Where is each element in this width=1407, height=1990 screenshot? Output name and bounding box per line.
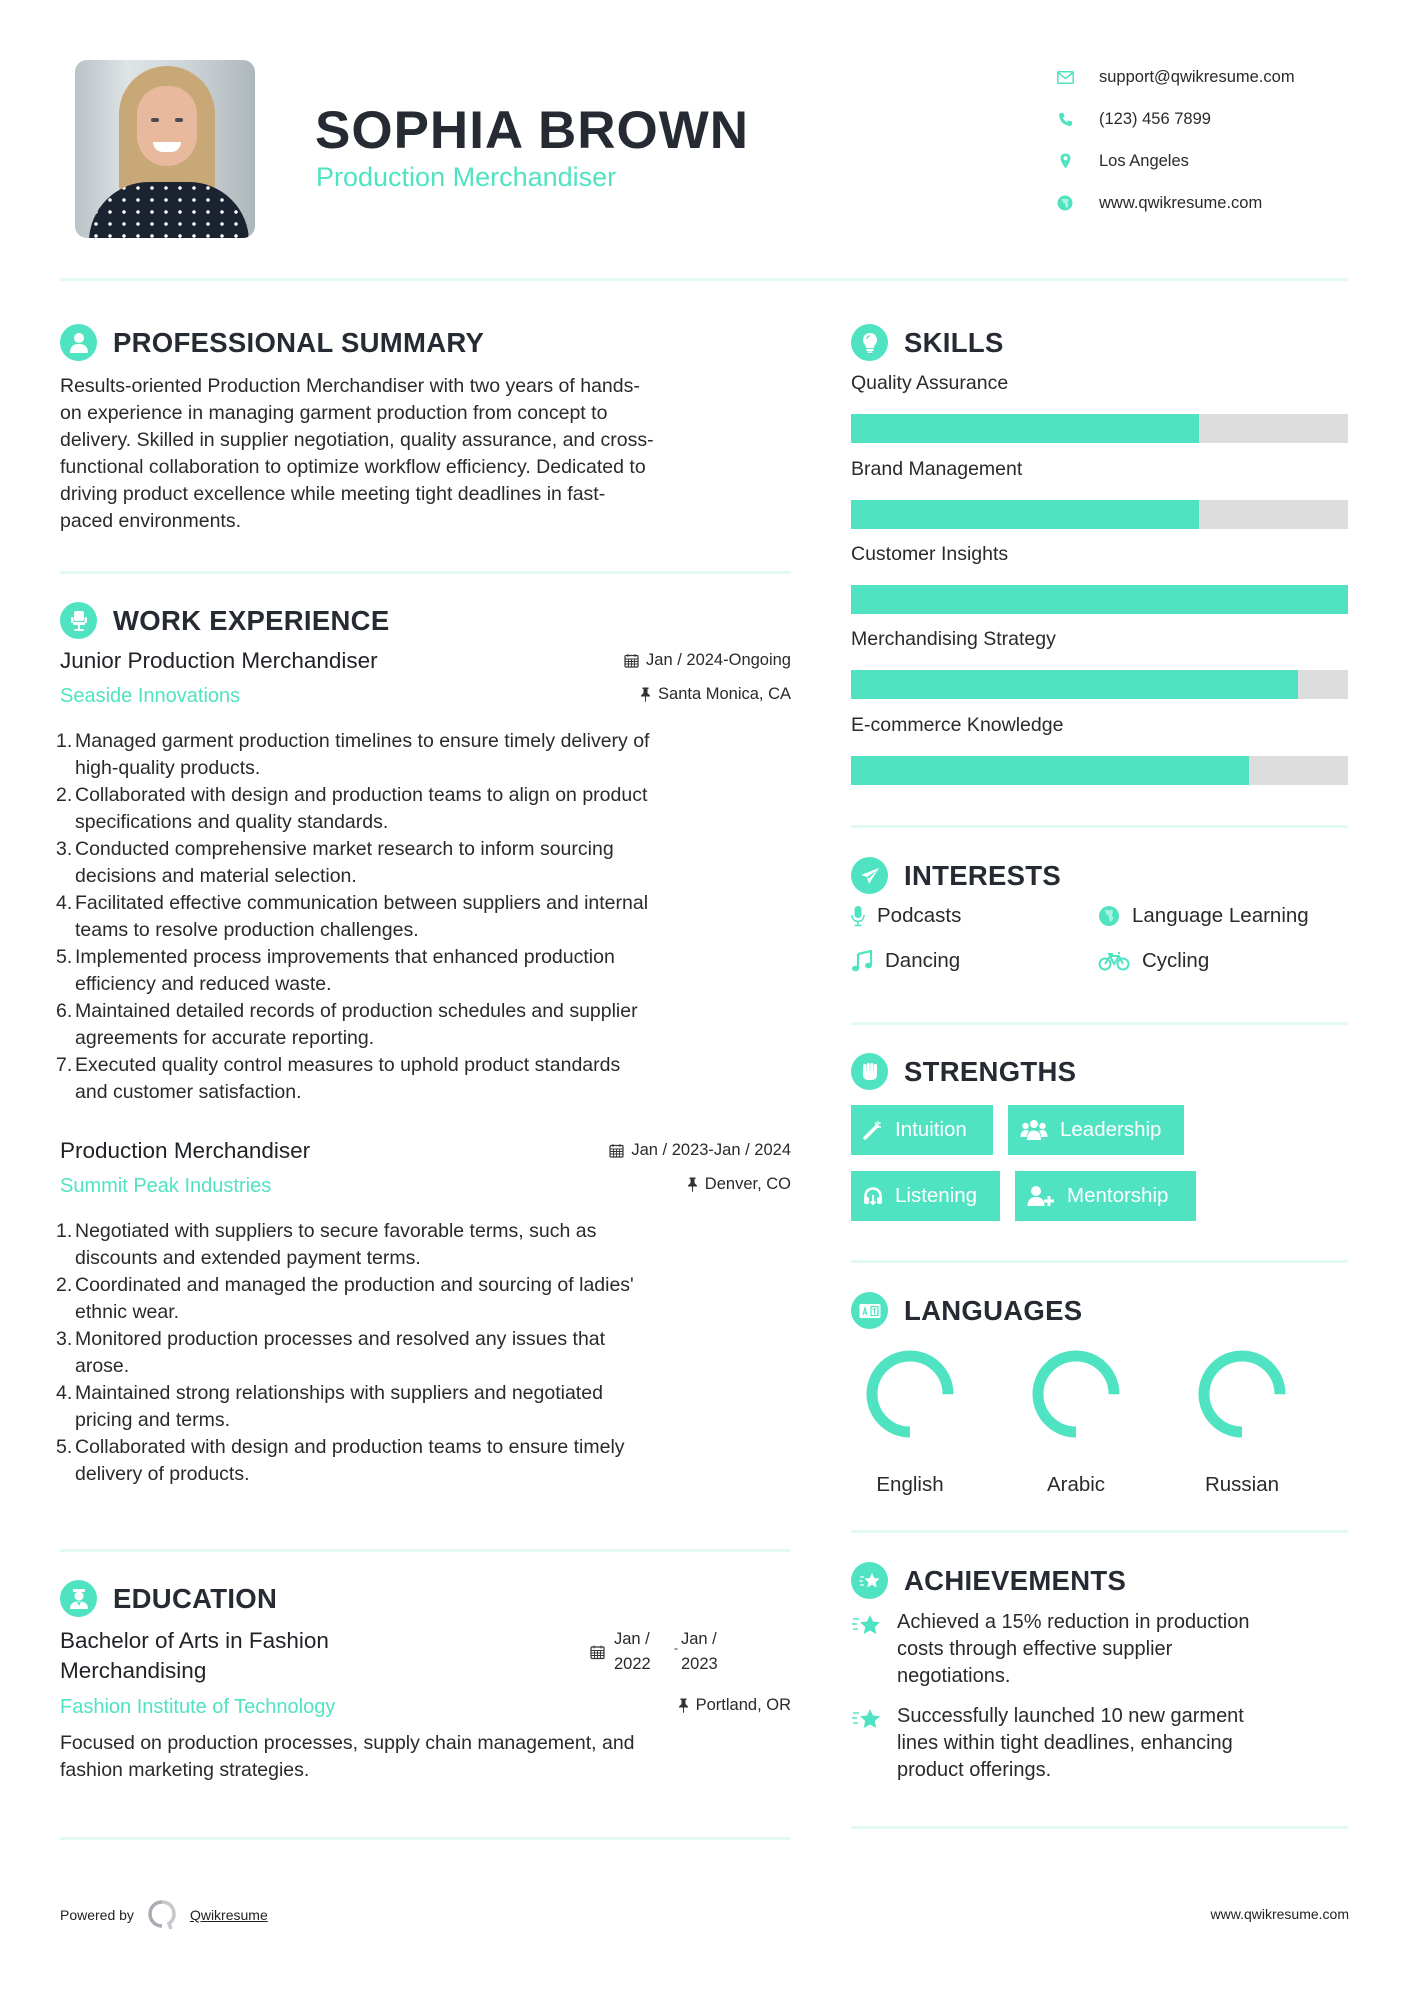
achievement-item: Achieved a 15% reduction in production costs through effective supplier negotiations. [851,1609,1348,1690]
education-heading: EDUCATION [60,1580,277,1617]
job-1-company: Seaside Innovations [60,685,241,707]
school-name: Fashion Institute of Technology [60,1696,336,1718]
globe-icon [1098,905,1120,927]
list-item: 1. Negotiated with suppliers to secure favorable terms, such as discounts and extended payment terms. [56,1220,597,1269]
user-plus-icon [1027,1185,1055,1207]
summary-divider [60,571,791,574]
skills-heading: SKILLS [851,324,1004,361]
languages-heading: LANGUAGES [851,1292,1082,1329]
skill-bar [851,756,1348,785]
skills-divider [851,825,1348,828]
phone-icon [1055,109,1075,129]
list-item: 5. Implemented process improvements that enhanced production efficiency and reduced waste. [56,946,615,995]
language-item-arabic: Arabic [1021,1347,1131,1497]
bicycle-icon [1098,951,1130,971]
strength-tag-intuition: Intuition [851,1105,993,1155]
job-2-header [60,1138,791,1164]
footer-powered-by: Powered by Qwikresume [60,1900,268,1930]
music-note-icon [851,950,873,972]
skill-item: Merchandising Strategy [851,628,1348,699]
achievements-divider [851,1826,1348,1829]
qwikresume-link[interactable]: Qwikresume [189,1907,268,1923]
magic-wand-icon [863,1120,883,1140]
calendar-icon [624,653,639,668]
contact-phone-text: (123) 456 7899 [1099,109,1211,128]
skill-bar [851,500,1348,529]
strength-tag-listening: Listening [851,1171,1000,1221]
list-item: 6. Maintained detailed records of production schedules and supplier agreements for accurate reporting. [56,1000,638,1049]
experience-heading: WORK EXPERIENCE [60,602,389,639]
paper-plane-icon [851,857,888,894]
education-divider [60,1837,791,1840]
strength-tag-leadership: Leadership [1008,1105,1184,1155]
envelope-icon [1055,67,1075,87]
shooting-star-icon [851,1609,897,1690]
strengths-divider [851,1260,1348,1263]
contact-location [1055,140,1295,182]
contact-list [1055,56,1295,224]
qwikresume-logo-icon [148,1900,176,1930]
job-2-company: Summit Peak Industries [60,1175,272,1197]
job-1-role: Junior Production Merchandiser [60,648,378,673]
summary-heading: PROFESSIONAL SUMMARY [60,324,484,361]
headphones-icon [863,1186,883,1206]
skill-item: Customer Insights [851,543,1348,614]
list-item: 1. Managed garment production timelines to ensure timely delivery of high-quality products. [56,730,650,779]
language-level-ring [1195,1347,1289,1441]
skill-item: Quality Assurance [851,372,1348,443]
list-item: 2. Coordinated and managed the production and sourcing of ladies' ethnic wear. [56,1274,634,1323]
strengths-heading: STRENGTHS [851,1053,1076,1090]
job-2-subheader [60,1175,791,1198]
contact-website-text: www.qwikresume.com [1099,193,1263,212]
contact-phone[interactable] [1055,98,1295,140]
skill-bar [851,670,1348,699]
education-dates: Jan / 2022 - Jan / 2023 [590,1627,718,1677]
interest-item: Podcasts [851,904,961,928]
shooting-star-icon [851,1703,897,1784]
star-badge-icon [851,1562,888,1599]
contact-email[interactable] [1055,56,1295,98]
summary-text: Results-oriented Production Merchandiser with two years of hands- on experience in managing garment production from concept to delivery. Skilled in supplier negotiation, quality assurance, and cross- functional collaboration to optimize workflow efficiency. Dedicated to driving product excellence while meeting tight deadlines in fast- paced environments. [60,375,654,532]
job-1-subheader [60,685,791,708]
list-item: 3. Monitored production processes and resolved any issues that arose. [56,1328,606,1377]
footer-website[interactable]: www.qwikresume.com [1210,1906,1349,1922]
header-divider [60,278,1348,281]
fist-icon [851,1053,888,1090]
interests-heading: INTERESTS [851,857,1061,894]
list-item: 4. Facilitated effective communication between suppliers and internal teams to resolve production challenges. [56,892,649,941]
pushpin-icon [678,1698,689,1713]
skill-item: Brand Management [851,458,1348,529]
education-subheader [60,1696,791,1719]
job-1-dates: Jan / 2024-Ongoing [624,651,791,670]
graduate-icon [60,1580,97,1617]
candidate-name: SOPHIA BROWN [315,101,750,160]
pushpin-icon [687,1177,698,1192]
office-chair-icon [60,602,97,639]
achievements-heading: ACHIEVEMENTS [851,1562,1126,1599]
list-item: 2. Collaborated with design and production teams to align on product specifications and quality standards. [56,784,648,833]
skill-item: E-commerce Knowledge [851,714,1348,785]
job-1-bullets [56,728,801,1106]
candidate-title: Production Merchandiser [316,162,617,192]
list-item: 3. Conducted comprehensive market research to inform sourcing decisions and material selection. [56,838,614,887]
achievement-item: Successfully launched 10 new garment lines within tight deadlines, enhancing product offerings. [851,1703,1348,1784]
job-1-header [60,648,791,674]
contact-location-text: Los Angeles [1099,151,1189,170]
job-2-dates: Jan / 2023-Jan / 2024 [609,1141,791,1160]
skill-bar [851,414,1348,443]
skill-bar [851,585,1348,614]
language-item-english: English [855,1347,965,1497]
language-item-russian: Russian [1187,1347,1297,1497]
job-2-location: Denver, CO [687,1175,791,1194]
microphone-icon [851,905,865,927]
map-pin-icon [1055,151,1075,171]
job-2-role: Production Merchandiser [60,1138,311,1163]
interest-item: Dancing [851,949,960,973]
interest-item: Language Learning [1098,904,1309,928]
education-description: Focused on production processes, supply chain management, and fashion marketing strategies. [60,1732,635,1781]
lightbulb-icon [851,324,888,361]
calendar-icon [609,1143,624,1158]
language-level-ring [1029,1347,1123,1441]
users-icon [1020,1119,1048,1141]
globe-icon [1055,193,1075,213]
interest-item: Cycling [1098,949,1209,973]
interests-divider [851,1022,1348,1025]
list-item: 4. Maintained strong relationships with suppliers and negotiated pricing and terms. [56,1382,603,1431]
job-1-location: Santa Monica, CA [640,685,791,704]
translate-icon [851,1292,888,1329]
degree: Bachelor of Arts in Fashion Merchandising [60,1628,329,1683]
pushpin-icon [640,687,651,702]
list-item: 5. Collaborated with design and production teams to ensure timely delivery of products. [56,1436,625,1485]
user-icon [60,324,97,361]
list-item: 7. Executed quality control measures to uphold product standards and customer satisfaction. [56,1054,621,1103]
strength-tag-mentorship: Mentorship [1015,1171,1196,1221]
education-location: Portland, OR [678,1696,791,1715]
languages-divider [851,1530,1348,1533]
experience-divider [60,1549,791,1552]
contact-website[interactable] [1055,182,1295,224]
profile-photo [75,60,255,238]
language-level-ring [863,1347,957,1441]
calendar-icon [590,1644,605,1660]
job-2-bullets [56,1218,801,1488]
contact-email-text: support@qwikresume.com [1099,67,1295,86]
